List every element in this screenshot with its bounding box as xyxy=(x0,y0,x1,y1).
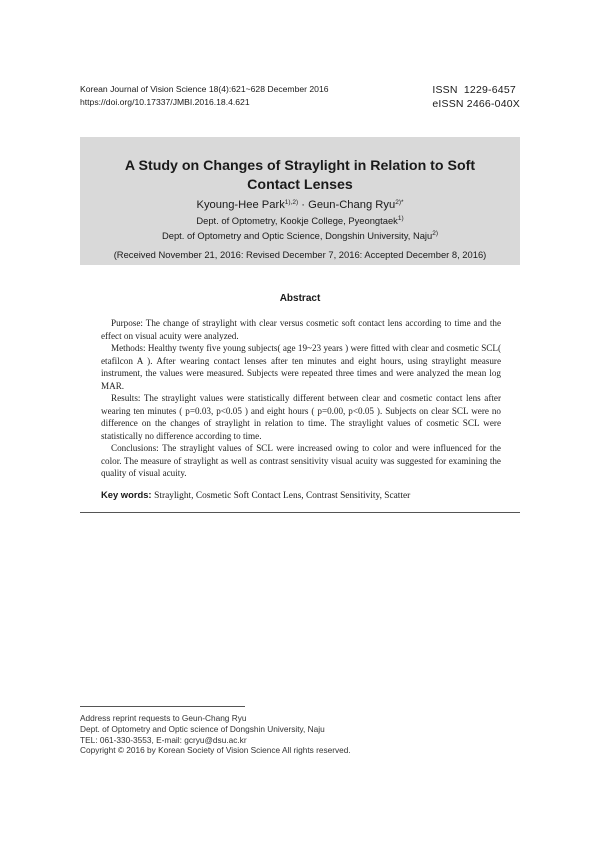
abstract-body xyxy=(101,317,501,480)
footnote-line: Dept. of Optometry and Optic science of Dongshin University, Naju xyxy=(80,723,325,734)
affiliation-mark: 1) xyxy=(397,215,404,222)
journal-citation: Korean Journal of Vision Science 18(4):621~628 December 2016 xyxy=(80,84,329,94)
methods-text: Healthy twenty five young subjects( age 19~23 years ) were fitted with clear and cosmetic SCL( etafilcon A ). After wearing contact lenses after ten minutes and eight hours, using straylight measure instrument, the values were measured. Subjects were repeated three times and were analyzed the mean log MAR. xyxy=(101,343,501,391)
title-box xyxy=(80,137,520,265)
affiliation-mark: 2) xyxy=(432,230,439,237)
abstract-purpose xyxy=(101,317,501,342)
author-affil-mark: 2)* xyxy=(395,199,404,206)
affiliation xyxy=(80,213,520,228)
eissn: eISSN 2466-040X xyxy=(432,98,520,110)
purpose-text: The change of straylight with clear versus cosmetic soft contact lens according to time and the effect on visual acuity were analyzed. xyxy=(101,318,501,341)
abstract-heading: Abstract xyxy=(279,293,321,304)
footnote-divider xyxy=(80,706,245,707)
received-dates: (Received November 21, 2016: Revised December 7, 2016: Accepted December 8, 2016) xyxy=(113,249,487,260)
issn: ISSN 1229-6457 xyxy=(432,84,516,96)
conclusions-text: The straylight values of SCL were increased owing to color and were influenced for the color. The measure of straylight as well as contrast sensitivity visual acuity was suggested for examining the quality of visual acuity. xyxy=(101,443,501,478)
affiliation xyxy=(80,228,520,243)
results-text: The straylight values were statistically different between clear and cosmetic contact lens after wearing ten minutes ( p=0.03, p<0.05 ) and eight hours ( p=0.00, p<0.05 ). Subjects on clear SCL were no difference on the changes of straylight in relation to time. The straylight values of cosmetic SCL were statistically no difference according to time. xyxy=(101,393,501,441)
keywords xyxy=(101,489,410,501)
results-label: Results: xyxy=(111,393,141,403)
issn-block xyxy=(432,83,520,111)
paper-title: A Study on Changes of Straylight in Relation to Soft Contact Lenses xyxy=(124,158,476,193)
abstract-methods xyxy=(101,342,501,392)
affiliation-text: Dept. of Optometry and Optic Science, Dongshin University, Naju xyxy=(161,230,433,241)
keywords-label: Key words: xyxy=(101,489,152,500)
conclusions-label: Conclusions: xyxy=(111,443,159,453)
affiliation-text: Dept. of Optometry, Kookje College, Pyeongtaek xyxy=(196,215,398,226)
copyright: Copyright © 2016 by Korean Society of Vision Science All rights reserved. xyxy=(80,745,351,756)
purpose-label: Purpose: xyxy=(111,318,143,328)
author-separator: · xyxy=(301,199,306,211)
section-divider xyxy=(80,512,520,513)
author-affil-mark: 1),2) xyxy=(284,199,299,206)
author-name: Geun-Chang Ryu xyxy=(308,199,396,211)
footnote xyxy=(80,713,351,756)
author-name: Kyoung-Hee Park xyxy=(196,199,285,211)
journal-header xyxy=(80,83,329,109)
footnote-line: Address reprint requests to Geun-Chang Ryu xyxy=(80,713,247,723)
abstract-results xyxy=(101,392,501,442)
doi-link[interactable]: https://doi.org/10.17337/JMBI.2016.18.4.621 xyxy=(80,97,250,107)
keywords-value: Straylight, Cosmetic Soft Contact Lens, Contrast Sensitivity, Scatter xyxy=(154,491,411,501)
footnote-contact: TEL: 061-330-3553, E-mail: gcryu@dsu.ac.kr xyxy=(80,734,247,745)
authors-line xyxy=(80,198,520,213)
methods-label: Methods: xyxy=(111,343,146,353)
abstract-conclusions xyxy=(101,442,501,480)
